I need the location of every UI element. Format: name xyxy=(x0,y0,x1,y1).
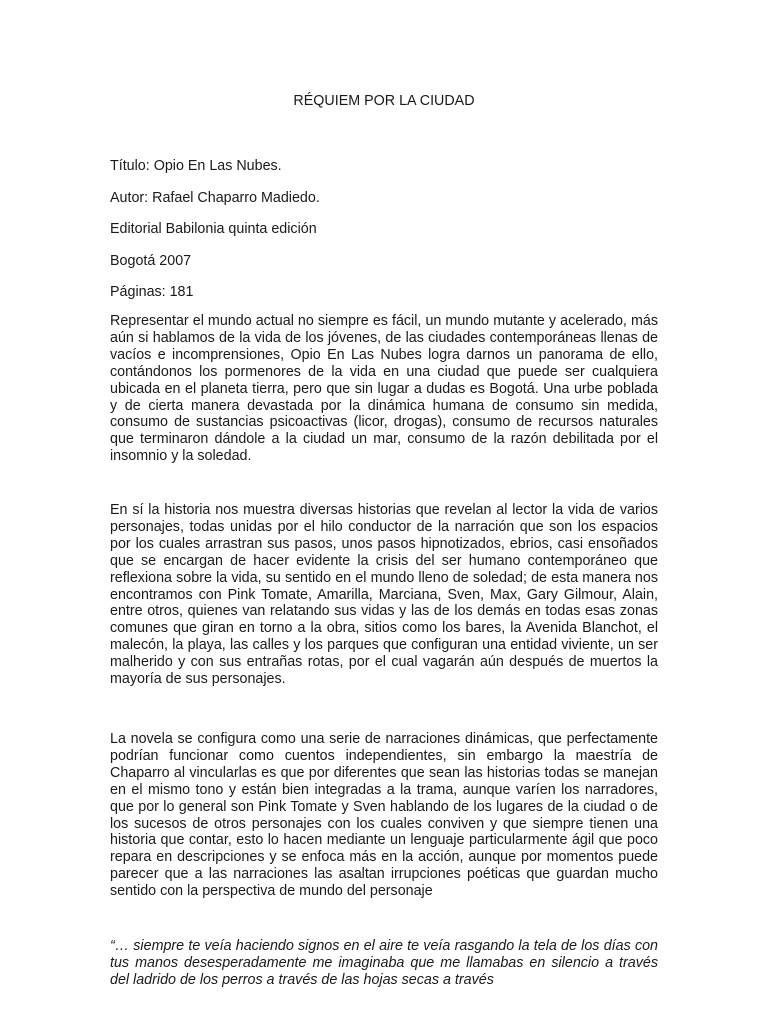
meta-pages: Páginas: 181 xyxy=(110,284,194,300)
meta-place-year: Bogotá 2007 xyxy=(110,253,192,269)
document-page xyxy=(110,0,658,1024)
quote-excerpt: “… siempre te veía haciendo signos en el aire te veía rasgando la tela de los días con tus manos desesperadamente me imaginaba que me llamabas en silencio a través del ladrido de los perros a través de las hojas secas a través xyxy=(110,938,658,988)
paragraph-structure: La novela se configura como una serie de narraciones dinámicas, que perfectamente podrían funcionar como cuentos independientes, sin embargo la maestría de Chaparro al vincularlas es que por diferentes que sean las historias todas se manejan en el mismo tono y están bien integradas a la trama, aunque varíen los narradores, que por lo general son Pink Tomate y Sven hablando de los lugares de la ciudad o de los sucesos de otros personajes con los cuales conviven y que siempre tienen una historia que contar, esto lo hacen mediante un lenguaje particularmente ágil que poco repara en descripciones y se enfoca más en la acción, aunque por momentos puede parecer que a las narraciones las asaltan irrupciones poéticas que guardan mucho sentido con la perspectiva de mundo del personaje xyxy=(110,731,658,900)
paragraph-characters: En sí la historia nos muestra diversas historias que revelan al lector la vida de varios personajes, todas unidas por el hilo conductor de la narración que son los espacios por los cuales arrastran sus pasos, unos pasos hipnotizados, ebrios, casi ensoñados que se encargan de hacer evidente la crisis del ser humano contemporáneo que reflexiona sobre la vida, su sentido en el mundo lleno de soledad; de esta manera nos encontramos con Pink Tomate, Amarilla, Marciana, Sven, Max, Gary Gilmour, Alain, entre otros, quienes van relatando sus vidas y las de los demás en todas esas zonas comunes que giran en torno a la obra, sitios como los bares, la Avenida Blanchot, el malecón, la playa, las calles y los parques que configuran una entidad viviente, un ser malherido y con sus entrañas rotas, por el cual vagarán aún después de muertos la mayoría de sus personajes. xyxy=(110,502,658,688)
paragraph-intro: Representar el mundo actual no siempre es fácil, un mundo mutante y acelerado, más aún si hablamos de la vida de los jóvenes, de las ciudades contemporáneas llenas de vacíos e incomprensiones, Opio En Las Nubes logra darnos un panorama de ello, contándonos los pormenores de la vida en una ciudad que puede ser cualquiera ubicada en el planeta tierra, pero que sin lugar a dudas es Bogotá. Una urbe poblada y de cierta manera devastada por la dinámica humana de consumo sin medida, consumo de sustancias psicoactivas (licor, drogas), consumo de recursos naturales que terminaron dándole a la ciudad un mar, consumo de la razón debilitada por el insomnio y la soledad. xyxy=(110,313,658,465)
meta-title: Título: Opio En Las Nubes. xyxy=(110,158,282,174)
meta-publisher: Editorial Babilonia quinta edición xyxy=(110,221,317,237)
document-title: RÉQUIEM POR LA CIUDAD xyxy=(293,93,475,109)
meta-author: Autor: Rafael Chaparro Madiedo. xyxy=(110,190,320,206)
